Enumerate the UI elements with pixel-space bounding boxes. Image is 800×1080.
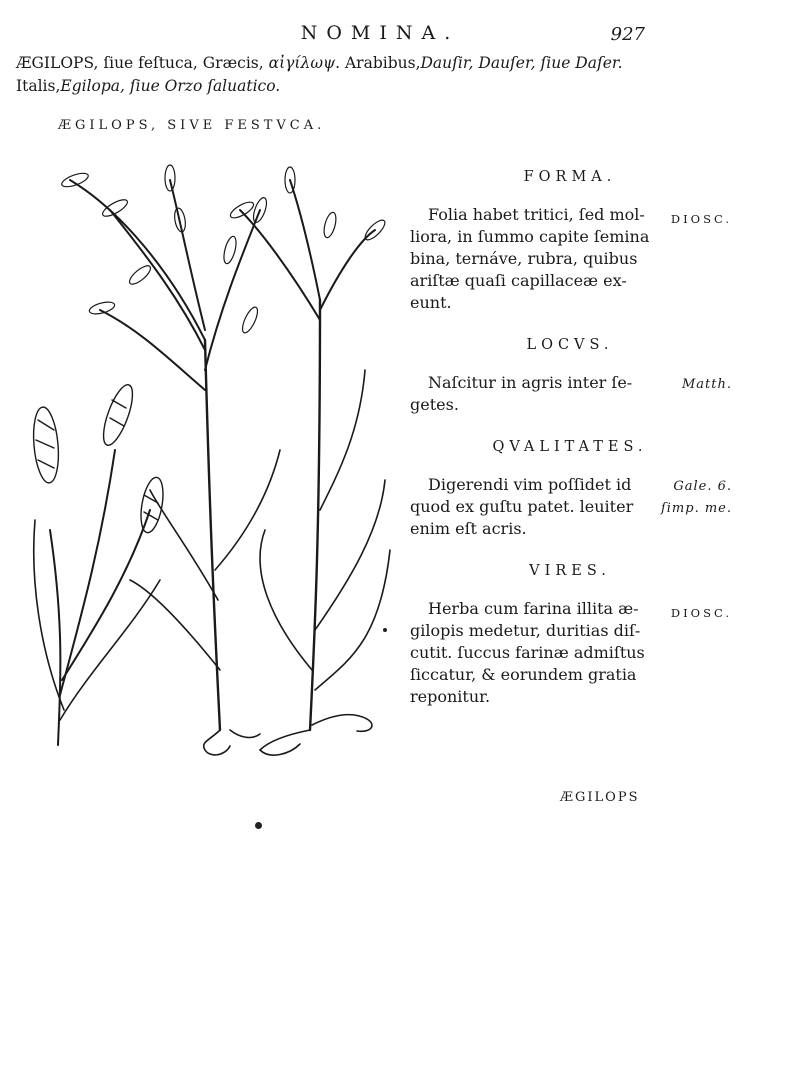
- margin-note: Matth.: [681, 377, 732, 392]
- text-line: Herba cum farina illita æ-: [428, 599, 639, 618]
- text-line: gilopis medetur, duritias diſ-: [410, 621, 641, 640]
- page-number: 927: [610, 24, 645, 45]
- margin-note: DIOSC.: [670, 212, 732, 226]
- text-line: getes.: [410, 395, 459, 414]
- plant-caption: ÆGILOPS, SIVE FESTVCA.: [58, 118, 326, 133]
- section-heading-locus: LOCVS.: [526, 337, 614, 353]
- margin-note: Gale. 6.: [673, 479, 732, 494]
- names-line-2: [16, 75, 776, 98]
- grass-woodcut-illustration: [20, 150, 400, 770]
- names-paragraph: [16, 52, 776, 98]
- text-line: bina, ternáve, rubra, quibus: [410, 249, 638, 268]
- ink-speck: [255, 822, 262, 829]
- running-head: [0, 22, 800, 48]
- names-italian: Egilopa, ſiue Orzo ſaluatico.: [60, 77, 281, 95]
- text-line: enim eſt acris.: [410, 519, 527, 538]
- section-heading-qualitates: QVALITATES.: [492, 439, 648, 455]
- section-text-forma: [410, 204, 730, 314]
- text-line: Folia habet tritici, ſed mol-: [428, 205, 645, 224]
- margin-note: ſimp. me.: [660, 501, 732, 516]
- catchword: ÆGILOPS: [560, 790, 640, 805]
- text-column: [410, 160, 730, 708]
- text-line: ariſtæ quaſi capillaceæ ex-: [410, 271, 627, 290]
- names-arabic: Dauſir, Dauſer, ſiue Daſer.: [420, 54, 623, 72]
- section-heading-vires: VIRES.: [529, 563, 611, 579]
- names-arabic-label: Arabibus,: [344, 54, 421, 72]
- text-line: cutit. ſuccus farinæ admiſtus: [410, 643, 645, 662]
- text-line: ſiccatur, & eorundem gratia: [410, 665, 637, 684]
- text-line: Naſcitur in agris inter ſe-: [428, 373, 633, 392]
- section-text-locus: [410, 372, 730, 416]
- text-line: Digerendi vim poſſidet id: [428, 475, 632, 494]
- names-latin: ÆGILOPS, ſiue feſtuca, Græcis,: [16, 54, 264, 72]
- ink-speck: [383, 628, 387, 632]
- section-text-vires: [410, 598, 730, 708]
- text-line: liora, in ſummo capite ſemina: [410, 227, 650, 246]
- margin-note: DIOSC.: [670, 606, 732, 620]
- text-line: quod ex guſtu patet. leuiter: [410, 497, 634, 516]
- names-italian-label: Italis,: [16, 77, 61, 95]
- text-line: eunt.: [410, 293, 452, 312]
- names-line-1: [16, 52, 776, 75]
- text-line: reponitur.: [410, 687, 491, 706]
- names-greek: αἰγίλωψ.: [268, 54, 341, 72]
- section-heading-forma: FORMA.: [523, 169, 617, 185]
- running-title: NOMINA.: [300, 22, 460, 44]
- section-text-qualitates: [410, 474, 730, 540]
